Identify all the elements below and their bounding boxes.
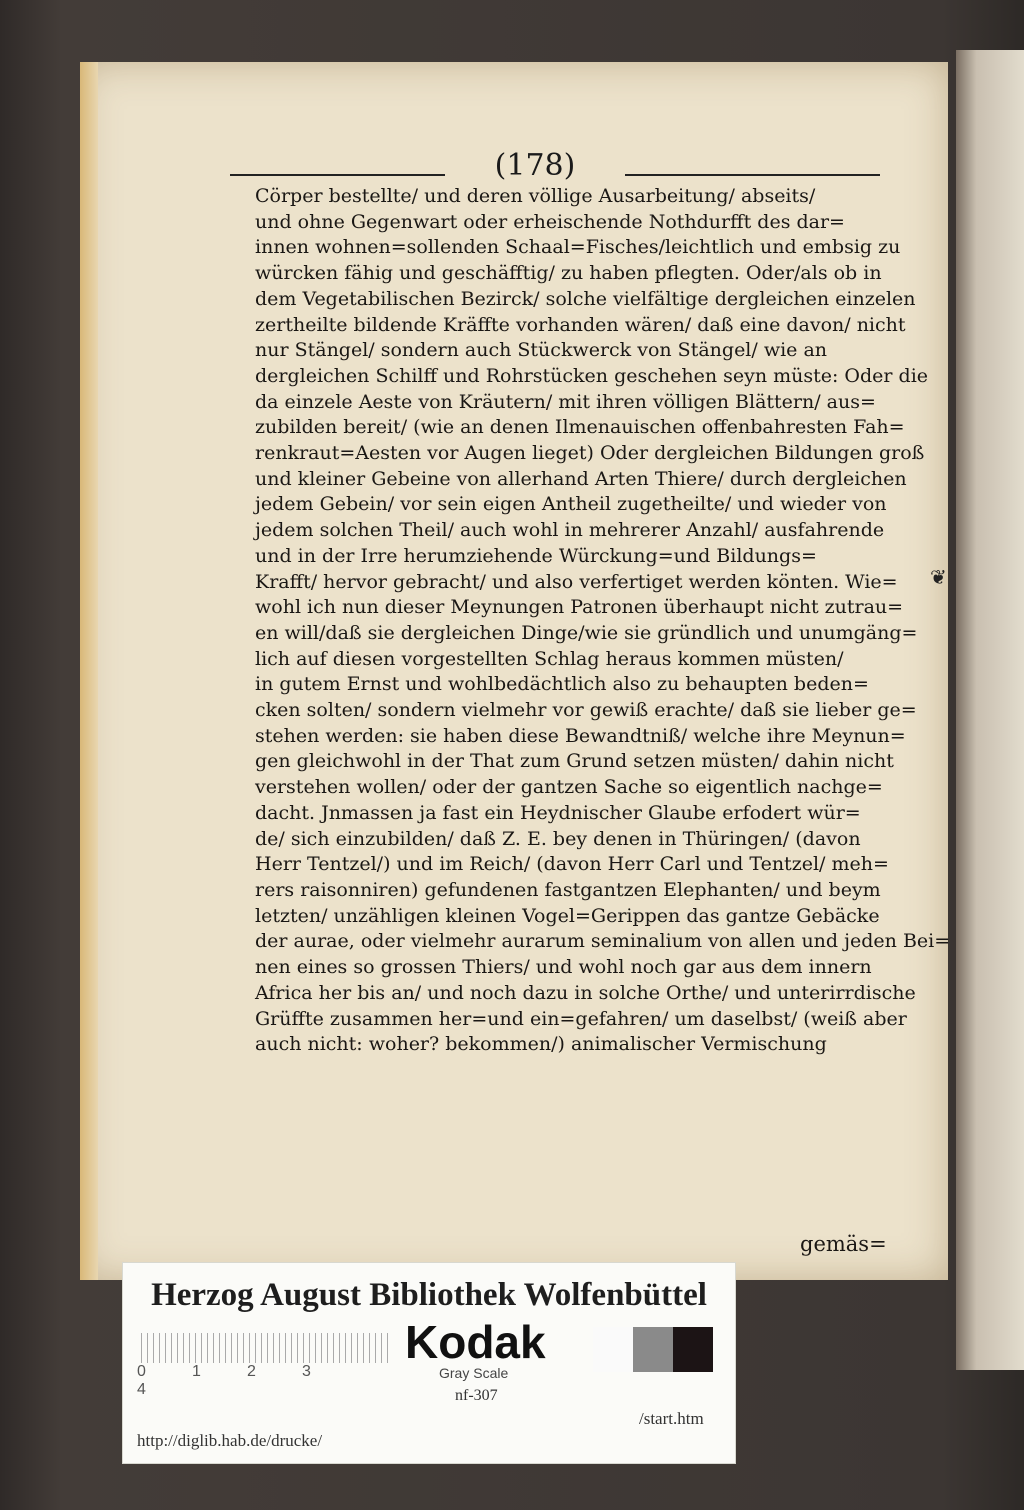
text-line: und in der Irre herumziehende Würckung=und Bildungs= xyxy=(255,544,817,567)
text-line: Africa her bis an/ und noch dazu in solche Orthe/ und unterirrdische xyxy=(255,981,916,1004)
url-right: /start.htm xyxy=(639,1409,704,1428)
text-line: cken solten/ sondern vielmehr vor gewiß erachte/ daß sie lieber ge= xyxy=(255,699,917,722)
text-line: Grüffte zusammen her=und ein=gefahren/ um daselbst/ (weiß aber xyxy=(255,1007,907,1030)
ruler-number: 4 xyxy=(137,1381,146,1398)
ruler-numbers xyxy=(137,1363,397,1399)
text-line: wohl ich nun dieser Meynungen Patronen überhaupt nicht zutrau= xyxy=(255,596,904,619)
gray-scale-caption: Gray Scale xyxy=(439,1365,509,1381)
text-line: nur Stängel/ sondern auch Stückwerck von Stängel/ wie an xyxy=(255,339,828,362)
text-line: stehen werden: sie haben diese Bewandtniß/ welche ihre Meynun= xyxy=(255,724,906,747)
swatch-black xyxy=(673,1327,713,1372)
text-line: in gutem Ernst und wohlbedächtlich also zu behaupten beden= xyxy=(255,673,869,696)
library-title: Herzog August Bibliothek Wolfenbüttel xyxy=(151,1277,707,1313)
text-line: lich auf diesen vorgestellten Schlag heraus kommen müsten/ xyxy=(255,647,844,670)
catchword: gemäs= xyxy=(800,1232,887,1256)
swatch-white xyxy=(593,1327,633,1372)
text-line: verstehen wollen/ oder der gantzen Sache so eigentlich nachge= xyxy=(255,776,883,799)
text-line: jedem solchen Theil/ auch wohl in mehrerer Anzahl/ ausfahrende xyxy=(255,519,885,542)
text-line: dacht. Jnmassen ja fast ein Heydnischer Glaube erfodert wür= xyxy=(255,801,861,824)
kodak-logo: Kodak xyxy=(405,1316,546,1368)
text-line: und kleiner Gebeine von allerhand Arten Thiere/ durch dergleichen xyxy=(255,467,907,490)
text-line: dem Vegetabilischen Bezirck/ solche vielfältige dergleichen einzelen xyxy=(255,287,916,310)
ruler-scale xyxy=(141,1333,391,1363)
text-line: en will/daß sie dergleichen Dinge/wie sie gründlich und unumgäng= xyxy=(255,621,918,644)
text-line: innen wohnen=sollenden Schaal=Fisches/leichtlich und embsig zu xyxy=(255,236,901,259)
flower-ornament-icon: ❦ xyxy=(930,565,947,589)
url-left: http://diglib.hab.de/drucke/ xyxy=(137,1431,323,1450)
page-binding-edge xyxy=(80,62,98,1280)
text-line: zertheilte bildende Kräffte vorhanden wären/ daß eine davon/ nicht xyxy=(255,313,906,336)
shelf-code: nf-307 xyxy=(455,1387,498,1404)
ruler-number: 3 xyxy=(302,1363,311,1380)
text-line: dergleichen Schilff und Rohrstücken geschehen seyn müste: Oder die xyxy=(255,364,929,387)
ruler-number: 1 xyxy=(192,1363,201,1380)
ruler-number: 2 xyxy=(247,1363,256,1380)
text-line: und ohne Gegenwart oder erheischende Nothdurfft des dar= xyxy=(255,210,845,233)
text-line: jedem Gebein/ vor sein eigen Antheil zugetheilte/ und wieder von xyxy=(255,493,887,516)
text-line: da einzele Aeste von Kräutern/ mit ihren völligen Blättern/ aus= xyxy=(255,390,876,413)
text-line: rers raisonniren) gefundenen fastgantzen Elephanten/ und beym xyxy=(255,878,881,901)
text-line: renkraut=Aesten vor Augen lieget) Oder dergleichen Bildungen groß xyxy=(255,442,925,465)
adjacent-page-edge xyxy=(956,50,1024,1370)
page-number: (178) xyxy=(494,148,576,183)
text-line: letzten/ unzähligen kleinen Vogel=Gerippen das gantze Gebäcke xyxy=(255,904,880,927)
text-line: de/ sich einzubilden/ daß Z. E. bey denen in Thüringen/ (davon xyxy=(255,827,861,850)
ruler-number: 0 xyxy=(137,1363,146,1380)
page-header xyxy=(230,148,880,188)
header-rule-right xyxy=(625,174,880,176)
gray-scale-swatches xyxy=(593,1327,713,1372)
text-line: würcken fähig und geschäfftig/ zu haben pflegten. Oder/als ob in xyxy=(255,262,882,285)
text-line: auch nicht: woher? bekommen/) animalischer Vermischung xyxy=(255,1033,827,1056)
text-line: Cörper bestellte/ und deren völlige Ausarbeitung/ abseits/ xyxy=(255,185,816,207)
text-line: zubilden bereit/ (wie an denen Ilmenauischen offenbahresten Fah= xyxy=(255,416,905,439)
text-line: nen eines so grossen Thiers/ und wohl noch gar aus dem innern xyxy=(255,956,872,979)
header-rule-left xyxy=(230,174,445,176)
swatch-gray xyxy=(633,1327,673,1372)
page-body-text xyxy=(255,184,951,1058)
text-line: gen gleichwohl in der That zum Grund setzen müsten/ dahin nicht xyxy=(255,750,894,773)
library-label xyxy=(122,1262,736,1464)
text-line: Krafft/ hervor gebracht/ und also verfertiget werden könten. Wie= xyxy=(255,570,898,593)
text-line: der aurae, oder vielmehr aurarum seminalium von allen und jeden Bei= xyxy=(255,930,951,953)
text-line: Herr Tentzel/) und im Reich/ (davon Herr Carl und Tentzel/ meh= xyxy=(255,853,889,876)
